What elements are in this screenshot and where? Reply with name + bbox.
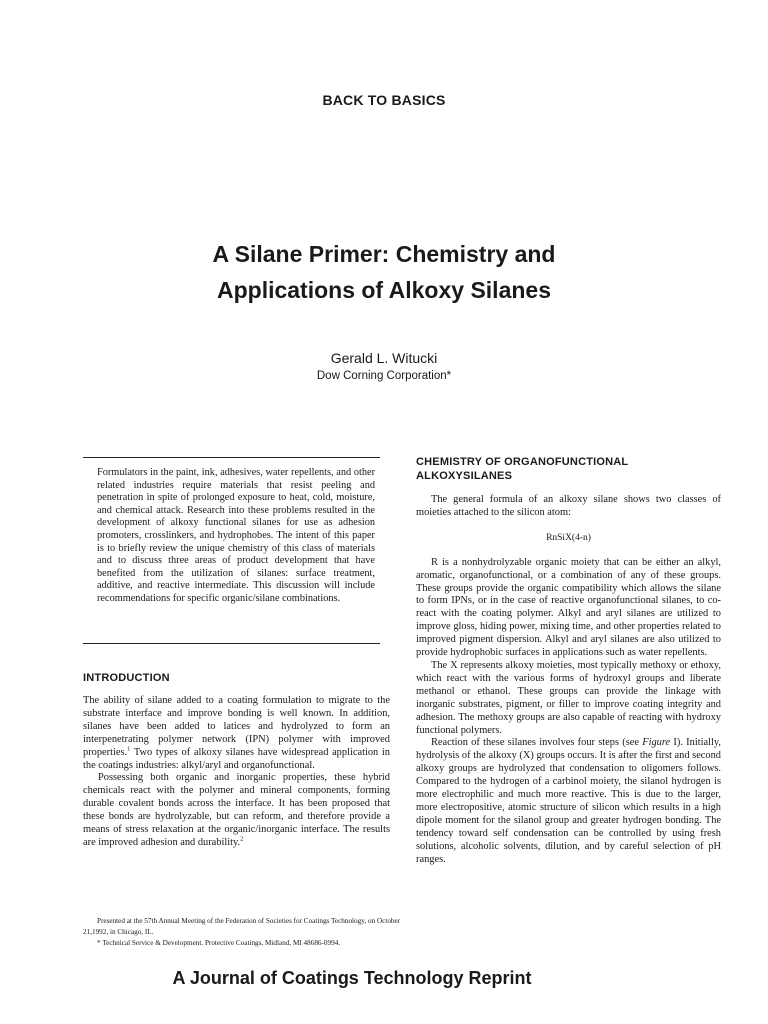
introduction-paragraph-2 bbox=[83, 772, 390, 849]
chemistry-paragraph-2: R is a nonhydrolyzable organic moiety that can be either an alkyl, aromatic, organofunctional, or a combination of any of these groups. These groups provide the organic compatibility which allows the silane to form IPNs, or in the case of reactive organofunctional silanes, to co-react with the coating polymer. Alkyl and aryl silanes are utilized to improve gloss, hiding power, mixing time, and other properties related to improved pigment dispersion. Alkyl and aryl silanes are also utilized to provide hydrophobic surfaces in applications such as water repellents. bbox=[416, 556, 721, 659]
footnote-presented: Presented at the 57th Annual Meeting of the Federation of Societies for Coatings Technology, on October 21,1992, in Chicago, IL. bbox=[83, 917, 401, 936]
title-line-1: A Silane Primer: Chemistry and bbox=[212, 241, 556, 267]
abstract-top-rule bbox=[83, 457, 380, 458]
author-name: Gerald L. Witucki bbox=[330, 350, 438, 366]
abstract-text: Formulators in the paint, ink, adhesives, water repellents, and other related industries require materials that resist peeling and penetration in spite of prolonged exposure to heat, cold, moisture, and chemical attack. Research into these problems resulted in the development of alkoxy functional silanes for use as adhesion promoters, crosslinkers, and hydrophobes. The intent of this paper is to briefly review the unique chemistry of this class of materials and to discuss three areas of product development that have benefited from the utilization of silanes: surface treatment, additive, and reactive intermediate. This discussion will include recommendations for specific organic/silane combinations. bbox=[97, 467, 375, 604]
chemistry-heading-line-2: ALKOXYSILANES bbox=[416, 470, 513, 482]
title-line-2: Applications of Alkoxy Silanes bbox=[216, 277, 551, 303]
chemistry-heading-line-1: CHEMISTRY OF ORGANOFUNCTIONAL bbox=[416, 456, 629, 468]
general-formula: RnSiX(4-n) bbox=[546, 532, 591, 543]
chem-p4-text: Reaction of these silanes involves four steps (see bbox=[431, 737, 643, 749]
footnotes bbox=[83, 916, 403, 948]
reference-marker-1: 1 bbox=[127, 745, 131, 753]
chemistry-heading bbox=[416, 455, 721, 483]
figure-reference[interactable]: Figure bbox=[642, 737, 671, 749]
chemistry-paragraph-4 bbox=[416, 737, 721, 866]
section-kicker: BACK TO BASICS bbox=[322, 92, 446, 108]
introduction-paragraph-1 bbox=[83, 695, 390, 772]
abstract-bottom-rule bbox=[83, 643, 380, 644]
author-affiliation: Dow Corning Corporation* bbox=[316, 370, 452, 382]
article-title bbox=[0, 236, 768, 308]
introduction-heading: INTRODUCTION bbox=[83, 672, 170, 684]
chemistry-paragraph-3: The X represents alkoxy moieties, most typically methoxy or ethoxy, which react with the various forms of hydroxyl groups and liberate methanol or ethanol. These groups can provide the linkage with inorganic substrates, pigment, or filler to improve coating integrity and adhesion. The methoxy groups are also capable of reacting with hydroxy functional polymers. bbox=[416, 659, 721, 736]
chemistry-paragraph-1: The general formula of an alkoxy silane shows two classes of moieties attached to the silicon atom: bbox=[416, 494, 721, 518]
reference-marker-2: 2 bbox=[240, 835, 244, 843]
intro-p1-text-cont: Two types of alkoxy silanes have widespread application in the coatings industries: alkyl/aryl and organofunctional. bbox=[83, 746, 390, 771]
chem-p4-text-cont: I). Initially, hydrolysis of the alkoxy (X) groups occurs. It is after the first and second alkoxy groups are hydrolyzed that condensation to oligomers follows. Compared to the hydrogen of a carbinol moiety, the silanol hydrogen is more electrophilic and much more reactive. This is due to the larger, more electropositive, atomic structure of silicon which results in a high dipole moment for the silanol group and greater hydrogen bonding. The tendency toward self condensation can be controlled by using fresh solutions, alcoholic solvents, dilution, and by careful selection of pH ranges. bbox=[416, 737, 721, 865]
chemistry-section bbox=[416, 455, 721, 866]
intro-p1-text: The ability of silane added to a coating formulation to migrate to the substrate interface and improve bonding is well known. In addition, silanes have been added to latices and hydrolyzed to form an interpenetrating polymer network (IPN) polymer with improved properties. bbox=[83, 695, 390, 758]
journal-footer: A Journal of Coatings Technology Reprint bbox=[172, 968, 532, 988]
introduction-body bbox=[83, 695, 390, 850]
intro-p2-text: Possessing both organic and inorganic properties, these hybrid chemicals react with the polymer and mineral components, forming durable covalent bonds across the interface. It has been proposed that these bonds are hydrolyzable, but can reform, and therefore provide a means of stress relaxation at the organic/inorganic interface. The results are improved adhesion and durability. bbox=[83, 772, 390, 848]
footnote-affiliation: * Technical Service & Development. Protective Coatings, Midland, MI 48686-0994. bbox=[97, 938, 341, 947]
